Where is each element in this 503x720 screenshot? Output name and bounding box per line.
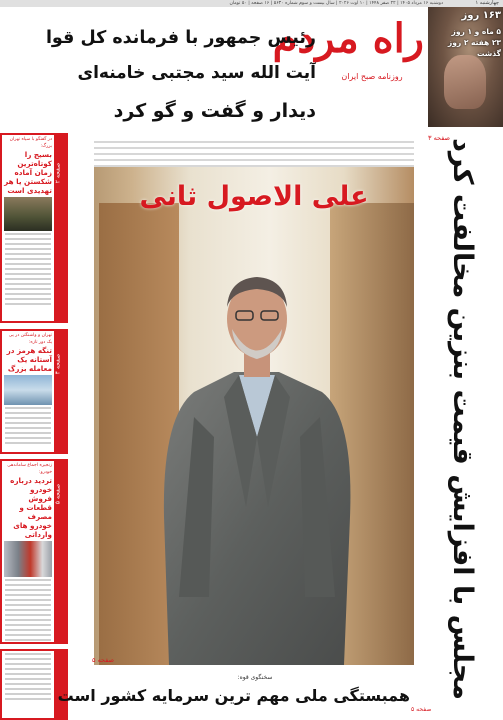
- lead-photo: [94, 167, 414, 665]
- bottom-page-tag: صفحه ۵: [411, 706, 432, 713]
- vertical-headline: مجلس با افزایش قیمت بنزین مخالفت کرد: [446, 138, 478, 700]
- sidebar-kicker: در گفتگو با سپاه تهران بزرگ:: [9, 137, 52, 149]
- bottom-kicker: سخنگوی قوه:: [237, 674, 273, 681]
- corner-promo[interactable]: [428, 7, 503, 127]
- date-strip: [0, 0, 503, 7]
- sidebar-page-tab: صفحه ۴: [54, 353, 62, 375]
- top-headline-line-1[interactable]: رئیس جمهور با فرمانده کل قوا: [45, 28, 316, 48]
- sidebar-page-tab: صفحه ۵: [54, 483, 62, 505]
- lead-headline[interactable]: علی الاصول ثانی: [139, 181, 369, 212]
- sidebar-story-3[interactable]: [0, 459, 68, 644]
- ships-photo: [4, 375, 52, 405]
- sidebar-kicker: تهران و واشنگتن در پی یک دور تازه:: [8, 333, 52, 345]
- sidebar-title: تنگه هرمز در آستانه یک معامله بزرگ: [6, 346, 52, 373]
- lead-summary-text: [88, 135, 420, 167]
- sidebar-title: تردید درباره خودرو فروش قطعات و مصرف خودرو های وارداتی: [10, 476, 52, 539]
- top-headline-line-3[interactable]: دیدار و گفت و گو کرد: [113, 100, 316, 122]
- corner-line-3: ۲۳ هفته ۲ روز گذشت: [447, 38, 501, 58]
- left-sidebar: [0, 133, 68, 720]
- right-page-tag: صفحه ۳: [428, 134, 451, 142]
- soldier-photo: [4, 197, 52, 231]
- sidebar-kicker: زنجیره اجماع ساماندهی خودرو:: [7, 463, 52, 475]
- top-headline-line-2[interactable]: آیت الله سید مجتبی خامنه‌ای: [77, 63, 316, 83]
- sidebar-title: بسیج را کوتاه‌ترین زمان آماده شکستن یا هر تهدیدی است: [4, 150, 52, 195]
- newspaper-logo: راه مردم: [272, 15, 424, 62]
- sidebar-story-1[interactable]: [0, 133, 68, 323]
- lead-page-tag: صفحه ۵: [92, 656, 115, 664]
- corner-line-2: ۵ ماه و ۱ روز: [451, 27, 501, 36]
- lead-story[interactable]: [88, 135, 420, 720]
- corner-line-1: ۱۶۳ روز: [461, 10, 501, 21]
- strip-title: چهارشنبه ۱: [475, 0, 499, 6]
- cars-photo: [4, 541, 52, 577]
- sidebar-page-tab: صفحه ۲: [54, 162, 62, 184]
- backpack-image: [444, 55, 486, 109]
- sidebar-body-text: [5, 579, 51, 642]
- newspaper-subtitle: روزنامه صبح ایران: [341, 72, 403, 81]
- sidebar-body-text: [5, 653, 51, 700]
- strip-dateline: دوشنبه ۱۶ مرداد ۱۴۰۵ | ۲۲ صفر ۱۴۴۸ | ۱۰ اوت ۲۰۲۶ | سال بیست و سوم شماره ۵۶۳۰ | ۱۶ صفحه | ۵۰ تومان: [229, 1, 443, 6]
- sidebar-body-text: [5, 233, 51, 305]
- man-in-suit-image: [154, 267, 360, 665]
- bottom-headline[interactable]: همبستگی ملی مهم ترین سرمایه کشور است: [57, 686, 410, 705]
- sidebar-story-2[interactable]: [0, 329, 68, 454]
- sidebar-body-text: [5, 407, 51, 444]
